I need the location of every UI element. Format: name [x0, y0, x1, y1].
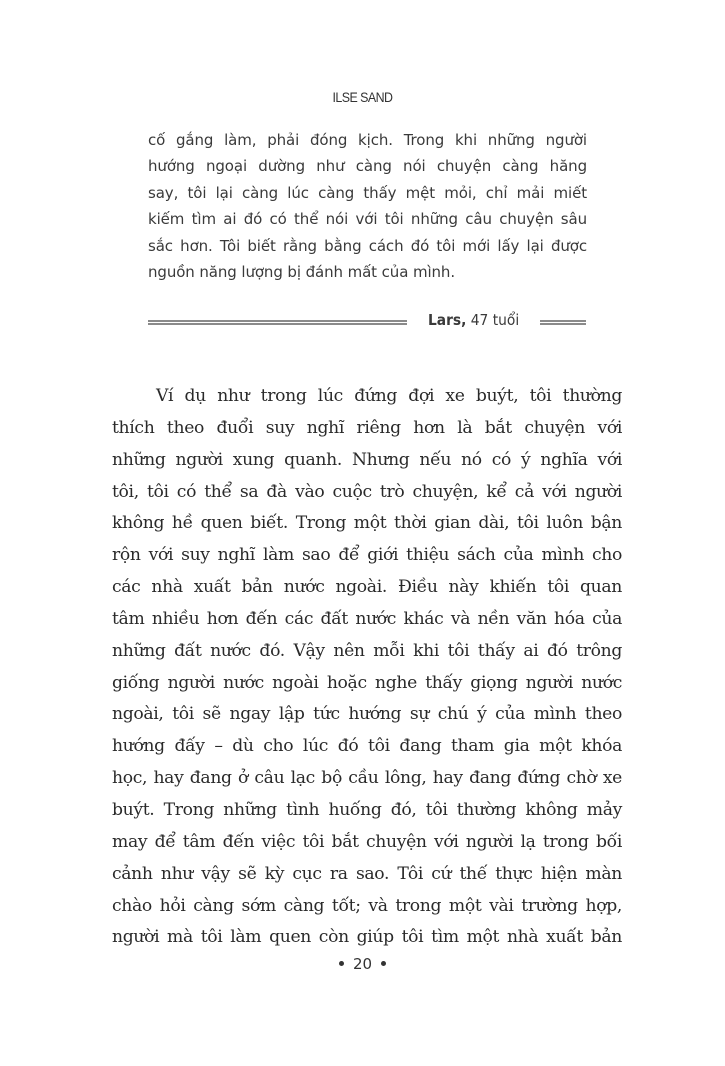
running-head-author: ILSE SAND	[332, 90, 393, 105]
body-line: thích theo đuổi suy nghĩ riêng hơn là bắt chuyện với	[112, 417, 622, 438]
body-line: ngoài, tôi sẽ ngay lập tức hướng sự chú ý của mình theo	[112, 704, 622, 725]
attribution-age: 47 tuổi	[466, 311, 520, 329]
quote-line: cố gắng làm, phải đóng kịch. Trong khi những người	[148, 131, 587, 149]
body-line: tâm nhiều hơn đến các đất nước khác và nền văn hóa của	[112, 608, 622, 629]
body-line: buýt. Trong những tình huống đó, tôi thường không mảy	[112, 799, 622, 820]
quote-attribution	[148, 311, 587, 333]
quote-line: say, tôi lại càng lúc càng thấy mệt mỏi, chỉ mải miết	[148, 183, 587, 202]
body-line: những người xung quanh. Nhưng nếu nó có ý nghĩa với	[112, 449, 622, 470]
body-line: Ví dụ như trong lúc đứng đợi xe buýt, tôi thường	[156, 386, 622, 406]
quote-line: hướng ngoại dường như càng nói chuyện càng hăng	[148, 157, 587, 176]
body-line: rộn với suy nghĩ làm sao để giới thiệu sách của mình cho	[112, 545, 622, 566]
quote-line: sắc hơn. Tôi biết rằng bằng cách đó tôi mới lấy lại được	[148, 236, 587, 255]
attribution-name: Lars,	[428, 311, 467, 329]
attribution-text	[428, 311, 519, 329]
body-line: cảnh như vậy sẽ kỳ cục ra sao. Tôi cứ thế thực hiện màn	[112, 863, 622, 884]
body-line: học, hay đang ở câu lạc bộ cầu lông, hay đang đứng chờ xe	[112, 768, 622, 789]
quote-line: nguồn năng lượng bị đánh mất của mình.	[148, 262, 456, 281]
body-paragraph	[112, 381, 622, 954]
double-rule-right	[540, 320, 586, 325]
bullet-dot-icon	[339, 961, 344, 966]
page-number: 20	[352, 955, 373, 973]
double-rule-left	[148, 320, 407, 325]
body-line: chào hỏi càng sớm càng tốt; và trong một vài trường hợp,	[112, 895, 622, 916]
bullet-dot-icon	[381, 961, 386, 966]
body-line: những đất nước đó. Vậy nên mỗi khi tôi thấy ai đó trông	[112, 640, 622, 661]
page-number-footer	[0, 955, 725, 973]
body-line: người mà tôi làm quen còn giúp tôi tìm một nhà xuất bản	[112, 927, 622, 948]
body-line: không hề quen biết. Trong một thời gian dài, tôi luôn bận	[112, 513, 622, 534]
quote-block	[148, 127, 587, 285]
body-line: tôi, tôi có thể sa đà vào cuộc trò chuyện, kể cả với người	[112, 481, 622, 502]
body-line: hướng đấy – dù cho lúc đó tôi đang tham gia một khóa	[112, 736, 622, 757]
body-line: giống người nước ngoài hoặc nghe thấy giọng người nước	[112, 672, 622, 693]
quote-line: kiếm tìm ai đó có thể nói với tôi những câu chuyện sâu	[148, 210, 587, 229]
body-line: các nhà xuất bản nước ngoài. Điều này khiến tôi quan	[112, 577, 622, 598]
body-line: may để tâm đến việc tôi bắt chuyện với người lạ trong bối	[112, 831, 622, 852]
